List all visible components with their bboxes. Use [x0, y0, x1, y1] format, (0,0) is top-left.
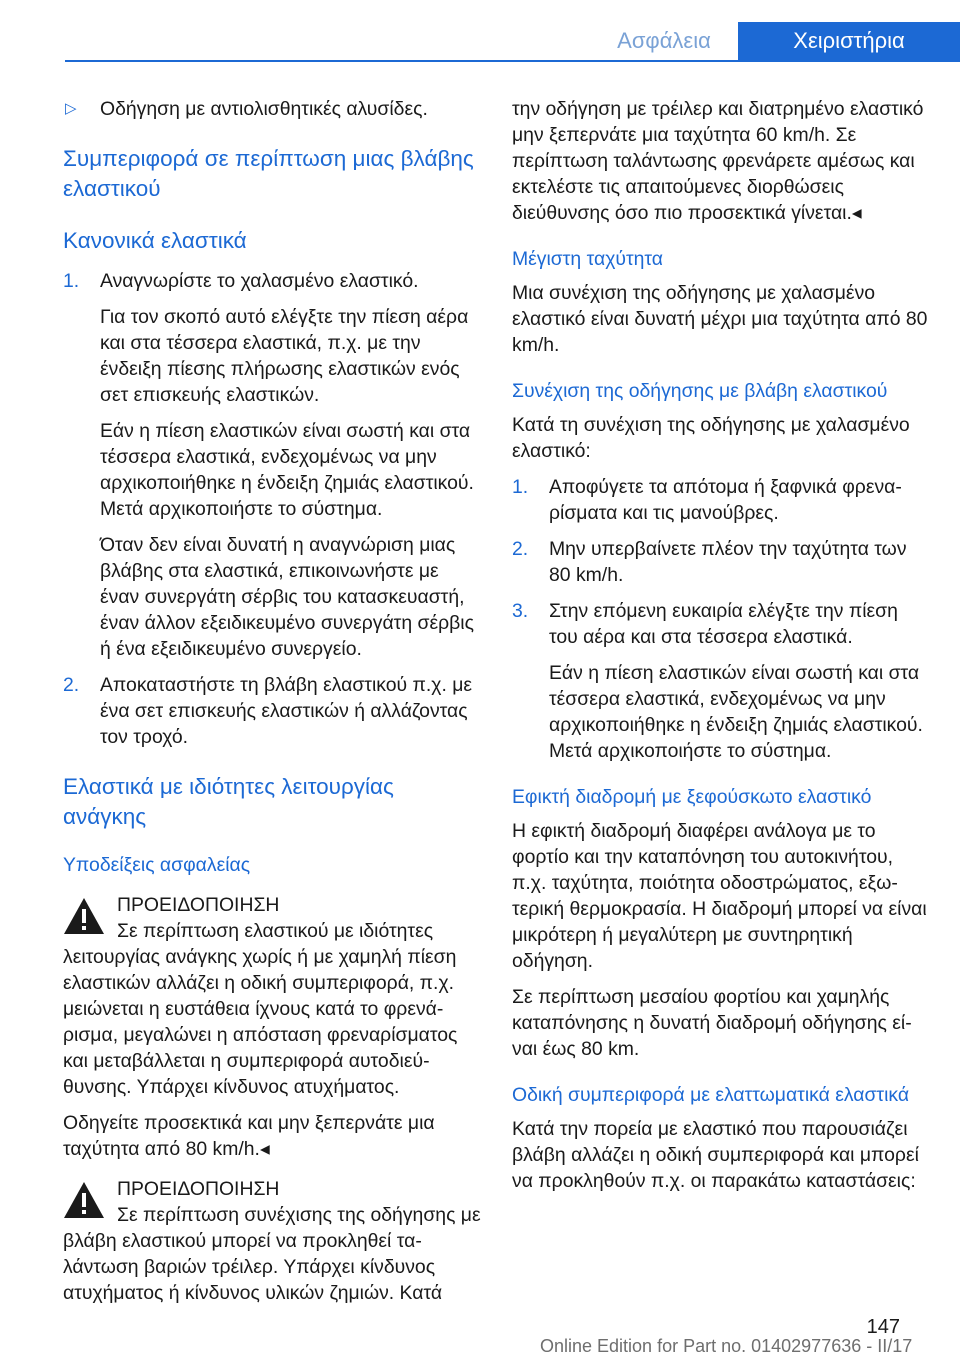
step-paragraph: Για τον σκοπό αυτό ελέγξτε την πίεση αέρα και στα τέσσερα ελαστικά, π.χ. με την ένδειξη πίεσης πλήρωσης ελαστικών ενός σετ επισκευής ελαστικών.: [100, 306, 469, 406]
bullet-triangle-icon: ▷: [65, 100, 77, 117]
max-speed-text: Μια συνέχιση της οδήγησης με χαλασμένο ελαστικό είναι δυνατή μέχρι μια ταχύτητα από 80 km/h.: [512, 282, 928, 356]
heading-continue-driving: Συνέχιση της οδήγησης με βλάβη ελαστικού: [512, 380, 888, 402]
heading-achievable-range: Εφικτή διαδρομή με ξεφούσκωτο ελαστικό: [512, 786, 872, 808]
step-number: 2.: [512, 538, 529, 560]
end-mark-icon: ◂: [851, 202, 862, 224]
step-text: Στην επόμενη ευκαιρία ελέγξτε την πίεση του αέρα και στα τέσσερα ελαστικά.: [549, 600, 898, 648]
continue-intro: Κατά τη συνέχιση της οδήγησης με χαλασμένο ελαστικό:: [512, 414, 910, 462]
step-number: 1.: [63, 270, 80, 292]
warning-triangle-icon: [63, 896, 105, 936]
normal-tires-steps: [63, 268, 483, 750]
warning-block: [63, 1176, 483, 1306]
warning-text: Σε περίπτωση συνέχισης της οδήγησης με βλάβη ελαστικού μπορεί να προκληθεί ταλάντωση βαριών τρέιλερ. Υπάρχει κίνδυνος ατυχήματος ή κίνδυνος υλικών ζημιών. Κατά: [63, 1204, 481, 1304]
page-header: [0, 0, 960, 60]
heading-tire-damage-behavior: Συμπεριφορά σε περίπτωση μιας βλάβης ελαστικού: [63, 146, 474, 201]
step-number: 2.: [63, 674, 80, 696]
heading-road-handling: Οδική συμπεριφορά με ελαττωματικά ελαστικά: [512, 1084, 910, 1106]
page-number: 147: [866, 1316, 900, 1338]
end-mark-icon: ◂: [259, 1138, 270, 1160]
step-number: 3.: [512, 600, 529, 622]
list-item: [512, 598, 930, 764]
warning-title: ΠΡΟΕΙΔΟΠΟΙΗΣΗ: [117, 1178, 280, 1200]
heading-max-speed: Μέγιστη ταχύτητα: [512, 248, 664, 270]
list-item: [63, 672, 483, 750]
continued-paragraph: την οδήγηση με τρέιλερ και διατρημένο ελαστικό μην ξεπερνάτε μια ταχύτητα 60 km/h. Σε περίπτωση ταλάντωσης φρενάρετε αμέσως και εκτελέστε τις απαιτούμενες διορθώσεις διεύθυνσης όσο πιο προσεκτικά γίνεται.◂: [512, 98, 924, 224]
header-section-safety[interactable]: Ασφάλεια: [617, 28, 711, 53]
warning-triangle-icon: [63, 1180, 105, 1220]
warning-title: ΠΡΟΕΙΔΟΠΟΙΗΣΗ: [117, 894, 280, 916]
step-text: Αποφύγετε τα απότομα ή ξαφνικά φρεναρίσματα και τις μανούβρες.: [549, 476, 902, 524]
header-rule: [65, 60, 960, 62]
warning-text: Οδηγείτε προσεκτικά και μην ξεπερνάτε μια ταχύτητα από 80 km/h.◂: [63, 1112, 435, 1160]
heading-normal-tires: Κανονικά ελαστικά: [63, 228, 247, 253]
warning-block: [63, 892, 483, 1162]
step-text: Μην υπερβαίνετε πλέον την ταχύτητα των 80 km/h.: [549, 538, 907, 586]
step-text: Αναγνωρίστε το χαλασμένο ελαστικό.: [100, 270, 419, 292]
list-item: [512, 536, 930, 588]
header-section-controls-active[interactable]: Χειριστήρια: [738, 22, 960, 60]
left-column: [63, 96, 483, 1316]
list-item: [63, 268, 483, 662]
step-text: Αποκαταστήστε τη βλάβη ελαστικού π.χ. με ένα σετ επισκευής ελαστικών ή αλλάζοντας τον τροχό.: [100, 674, 473, 748]
step-number: 1.: [512, 476, 529, 498]
heading-runflat-tires: Ελαστικά με ιδιότητες λειτουργίας ανάγκης: [63, 774, 394, 829]
bullet-item: [63, 96, 483, 122]
handling-paragraph: Κατά την πορεία με ελαστικό που παρουσιάζει βλάβη αλλάζει η οδική συμπεριφορά και μπορεί να προκληθούν π.χ. οι παρακάτω καταστάσεις:: [512, 1118, 919, 1192]
range-paragraph: Σε περίπτωση μεσαίου φορτίου και χαμηλής καταπόνησης η δυνατή διαδρομή οδήγησης είναι έως 80 km.: [512, 986, 912, 1060]
bullet-text: Οδήγηση με αντιολισθητικές αλυσίδες.: [100, 98, 428, 120]
step-paragraph: Όταν δεν είναι δυνατή η αναγνώριση μιας βλάβης στα ελαστικά, επικοινωνήστε με έναν συνεργάτη σέρβις του κατασκευαστή, έναν άλλον εξειδικευμένο συνεργάτη σέρβις ή ένα εξειδικευμένο συνεργείο.: [100, 534, 474, 660]
continue-steps: [512, 474, 930, 764]
right-column: [512, 96, 930, 1204]
edition-note: Online Edition for Part no. 01402977636 - II/17: [540, 1336, 913, 1356]
step-paragraph: Εάν η πίεση ελαστικών είναι σωστή και στα τέσσερα ελαστικά, ενδεχομένως να μην αρχικοποιήθηκε η ένδειξη ζημιάς ελαστικού. Μετά αρχικοποιήστε το σύστημα.: [100, 420, 474, 520]
list-item: [512, 474, 930, 526]
step-paragraph: Εάν η πίεση ελαστικών είναι σωστή και στα τέσσερα ελαστικά, ενδεχομένως να μην αρχικοποιήθηκε η ένδειξη ζημιάς ελαστικού. Μετά αρχικοποιήστε το σύστημα.: [549, 662, 923, 762]
heading-safety-notes: Υποδείξεις ασφαλείας: [63, 854, 251, 876]
warning-text: Σε περίπτωση ελαστικού με ιδιότητες λειτουργίας ανάγκης χωρίς ή με χαμηλή πίεση ελαστικών αλλάζει η οδική συμπεριφορά, π.χ. μειώνεται η ευστάθεια ίχνους κατά το φρενάρισμα, μεγαλώνει η απόσταση φρεναρίσματος και μεταβάλλεται η συμπεριφορά αυτοδιεύθυνσης. Υπάρχει κίνδυνος ατυχήματος.: [63, 920, 458, 1098]
range-paragraph: Η εφικτή διαδρομή διαφέρει ανάλογα με το φορτίο και την καταπόνηση του αυτοκινήτου, π.χ. ταχύτητα, ποιότητα οδοστρώματος, εξωτερική θερμοκρασία. Η διαδρομή μπορεί να είναι μικρότερη ή μεγαλύτερη με συντηρητική οδήγηση.: [512, 820, 927, 972]
